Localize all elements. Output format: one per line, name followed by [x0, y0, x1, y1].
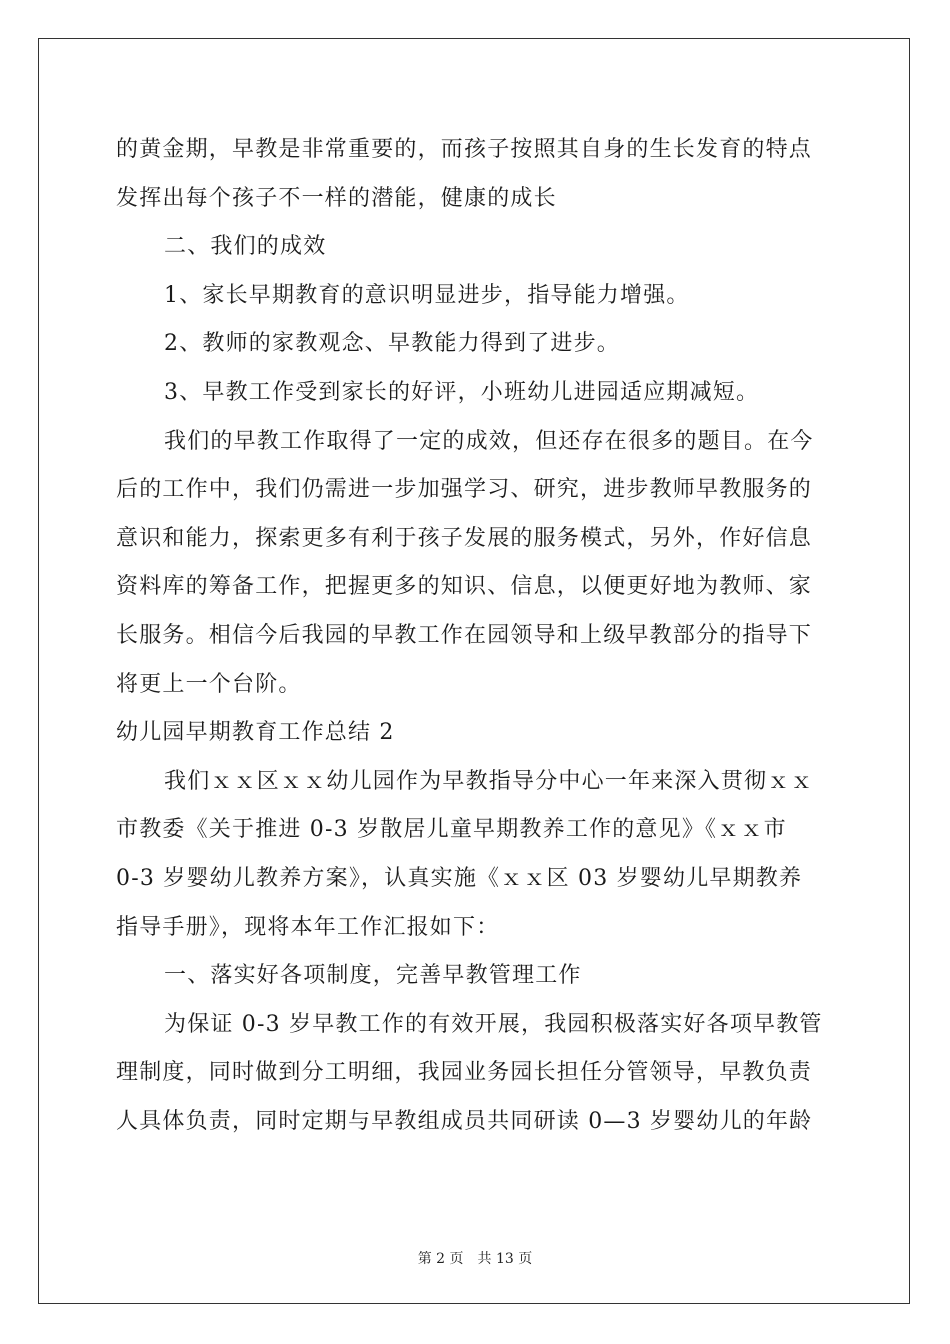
- page-footer: 第 2 页 共 13 页: [417, 1251, 533, 1267]
- text-line: 长服务。相信今后我园的早教工作在园领导和上级早教部分的指导下: [116, 622, 813, 648]
- text-line: 意识和能力，探索更多有利于孩子发展的服务模式，另外，作好信息: [116, 525, 813, 551]
- text-line: 理制度，同时做到分工明细，我园业务园长担任分管领导，早教负责: [116, 1060, 813, 1086]
- text-line: 2、教师的家教观念、早教能力得到了进步。: [164, 331, 620, 357]
- document-body: [116, 126, 836, 1146]
- text-line: 指导手册》，现将本年工作汇报如下：: [116, 914, 500, 940]
- text-line: 人具体负责，同时定期与早教组成员共同研读 0—3 岁婴幼儿的年龄: [116, 1108, 813, 1134]
- text-line: 二、我们的成效: [164, 234, 327, 260]
- text-line: 0-3 岁婴幼儿教养方案》，认真实施《ｘｘ区 03 岁婴幼儿早期教养: [116, 865, 803, 891]
- text-line: 幼儿园早期教育工作总结 2: [116, 720, 395, 746]
- text-line: 一、落实好各项制度，完善早教管理工作: [164, 963, 582, 989]
- text-line: 发挥出每个孩子不一样的潜能，健康的成长: [116, 185, 557, 211]
- text-line: 将更上一个台阶。: [116, 671, 302, 697]
- text-line: 1、家长早期教育的意识明显进步，指导能力增强。: [164, 282, 690, 308]
- text-line: 的黄金期，早教是非常重要的，而孩子按照其自身的生长发育的特点: [116, 137, 813, 162]
- text-line: 3、早教工作受到家长的好评，小班幼儿进园适应期减短。: [164, 379, 760, 405]
- text-line: 我们的早教工作取得了一定的成效，但还存在很多的题目。在今: [164, 428, 814, 454]
- text-line: 我们ｘｘ区ｘｘ幼儿园作为早教指导分中心一年来深入贯彻ｘｘ: [164, 768, 814, 794]
- text-line: 资料库的筹备工作，把握更多的知识、信息，以便更好地为教师、家: [116, 574, 813, 600]
- text-line: 后的工作中，我们仍需进一步加强学习、研究，进步教师早教服务的: [116, 477, 813, 503]
- text-line: 为保证 0-3 岁早教工作的有效开展，我园积极落实好各项早教管: [164, 1011, 823, 1037]
- text-line: 市教委《关于推进 0-3 岁散居儿童早期教养工作的意见》《ｘｘ市: [116, 817, 787, 843]
